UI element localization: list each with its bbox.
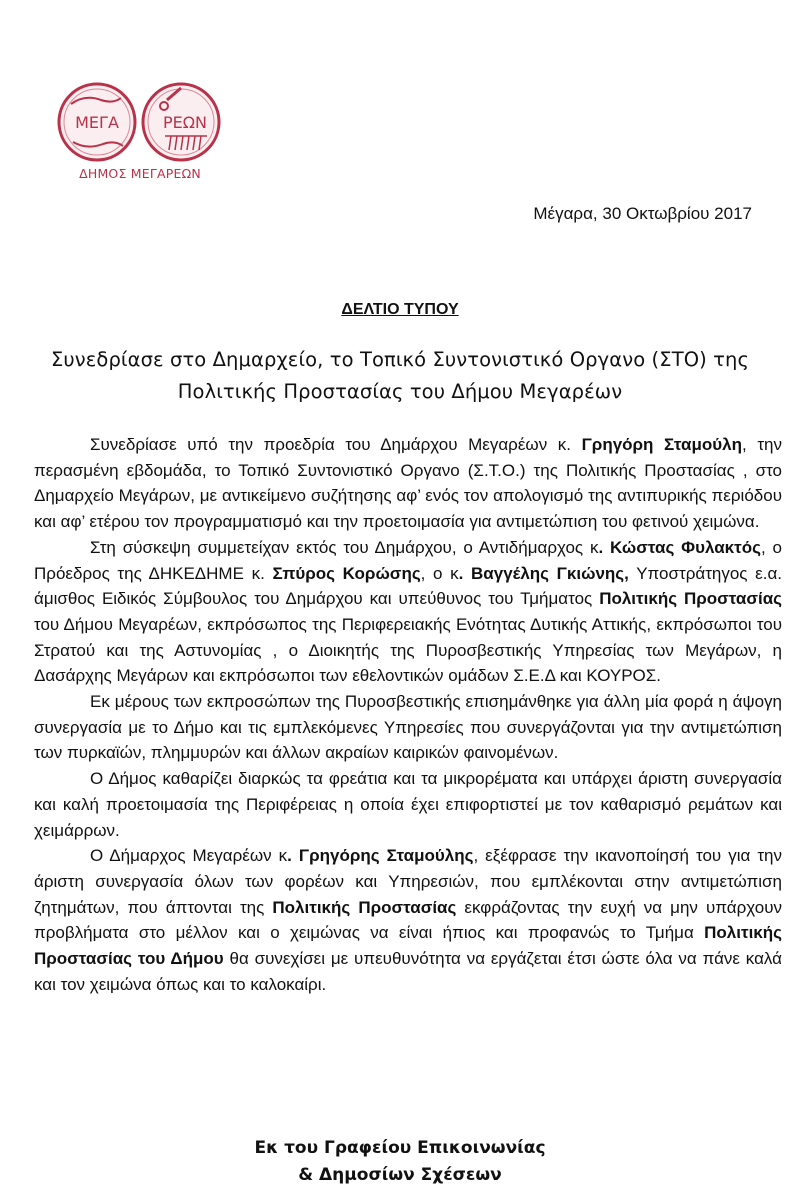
text-segment: , την περασμένη εβδομάδα, το Τοπικό Συντονιστικό Οργανο (Σ.Τ.Ο.) της Πολιτικής Προστασίας , στο Δημαρχείο Μεγάρων, με αντικείμενο συζήτησης αφ’ ενός τον απολογισμό της αντιπυρικής περιόδου και αφ’ ετέρου τον προγραμματισμό και την προετοιμασία για αντιμετώπιση του φετινού χειμώνα. — [34, 435, 782, 532]
text-segment: θα συνεχίσει με υπευθυνότητα να εργάζεται έτσι ώστε όλα να πάνε καλά και τον χειμώνα όπως και το καλοκαίρι. — [34, 949, 782, 994]
headline-line-1: Συνεδρίασε στο Δημαρχείο, το Τοπικό Συντονιστικό Οργανο (ΣΤΟ) της — [50, 348, 750, 371]
paragraph — [34, 766, 782, 843]
bold-text: . Βαγγέλης Γκιώνης, — [458, 563, 629, 583]
bold-text: . Γρηγόρης Σταμούλης — [287, 846, 474, 866]
signature-line-2: & Δημοσίων Σχέσεων — [298, 1165, 502, 1185]
text-segment: εκφράζοντας την ευχή να μην υπάρχουν προβλήματα στο μέλλον και ο χειμώνας να είναι ήπιος και προφανώς το Τμήμα — [34, 897, 783, 943]
bold-text: Πολιτικής Προστασίας του Δήμου — [34, 923, 782, 969]
logo-caption: ΔΗΜΟΣ ΜΕΓΑΡΕΩΝ — [79, 166, 201, 181]
logo-right-text: ΡΕΩΝ — [163, 113, 207, 132]
article-body — [34, 432, 782, 997]
paragraph — [34, 432, 782, 535]
bold-text: Γρηγόρη Σταμούλη — [581, 435, 743, 454]
bold-text: Σπύρος Κορώσης — [272, 563, 421, 583]
text-segment: Υποστράτηγος ε.α. άμισθος Ειδικός Σύμβουλος του Δημάρχου και υπεύθυνος του Τμήματος — [34, 563, 783, 609]
headline-line-2: Πολιτικής Προστασίας του Δήμου Μεγαρέων — [177, 380, 623, 403]
text-segment: Στη σύσκεψη συμμετείχαν εκτός του Δημάρχου, ο Αντιδήμαρχος κ — [90, 537, 599, 557]
paragraph — [34, 689, 782, 766]
coin-logo-icon — [55, 78, 235, 168]
signature-line-1: Εκ του Γραφείου Επικοινωνίας — [254, 1138, 546, 1158]
bold-text: Πολιτικής Προστασίας — [599, 589, 783, 609]
text-segment: Συνεδρίασε υπό την προεδρία του Δημάρχου Μεγαρέων κ. — [90, 435, 582, 454]
municipality-logo — [55, 78, 235, 188]
text-segment: , ο Πρόεδρος της ΔΗΚΕΔΗΜΕ κ. — [34, 537, 782, 583]
text-segment: Εκ μέρους των εκπροσώπων της Πυροσβεστικής επισημάνθηκε για άλλη μία φορά η άψογη συνεργασία με το Δήμο και τις εμπλεκόμενες Υπηρεσίες που συνεργάζονται για την αντιμετώπιση των πυρκαϊών, πλημμυρών και άλλων ακραίων καιρικών φαινομένων. — [34, 692, 782, 763]
bold-text: . Κώστας Φυλακτός — [598, 537, 761, 557]
headline — [0, 344, 800, 408]
paragraph — [34, 843, 782, 997]
paragraph — [34, 535, 782, 689]
signature — [0, 1135, 800, 1189]
document-date: Μέγαρα, 30 Οκτωβρίου 2017 — [533, 204, 752, 223]
text-segment: Ο Δήμαρχος Μεγαρέων κ — [90, 846, 288, 866]
text-segment: Ο Δήμος καθαρίζει διαρκώς τα φρεάτια και τα μικρορέματα και υπάρχει άριστη συνεργασία και καλή προετοιμασία της Περιφέρειας η οποία έχει επιφορτιστεί με τον καθαρισμό ρεμάτων και χειμάρρων. — [34, 769, 782, 840]
press-release-title — [0, 301, 800, 319]
text-segment: , εξέφρασε την ικανοποίησή του για την άριστη συνεργασία όλων των φορέων και Υπηρεσιών, που εμπλέκονται στην αντιμετώπιση ζητημάτων, που άπτονται της — [34, 846, 783, 917]
bold-text: Πολιτικής Προστασίας — [272, 897, 457, 917]
text-segment: , ο κ — [420, 563, 459, 583]
text-segment: του Δήμου Μεγαρέων, εκπρόσωπος της Περιφερειακής Ενότητας Δυτικής Αττικής, εκπρόσωποι του Στρατού και της Αστυνομίας , ο Διοικητής της Πυροσβεστικής Υπηρεσίας των Μεγάρων, η Δασάρχης Μεγάρων και εκπρόσωποι των εθελοντικών ομάδων Σ.Ε.Δ και ΚΟΥΡΟΣ. — [34, 614, 782, 686]
press-release-title-text: ΔΕΛΤΙΟ ΤΥΠΟΥ — [341, 301, 459, 318]
logo-left-text: ΜΕΓΑ — [75, 113, 119, 132]
